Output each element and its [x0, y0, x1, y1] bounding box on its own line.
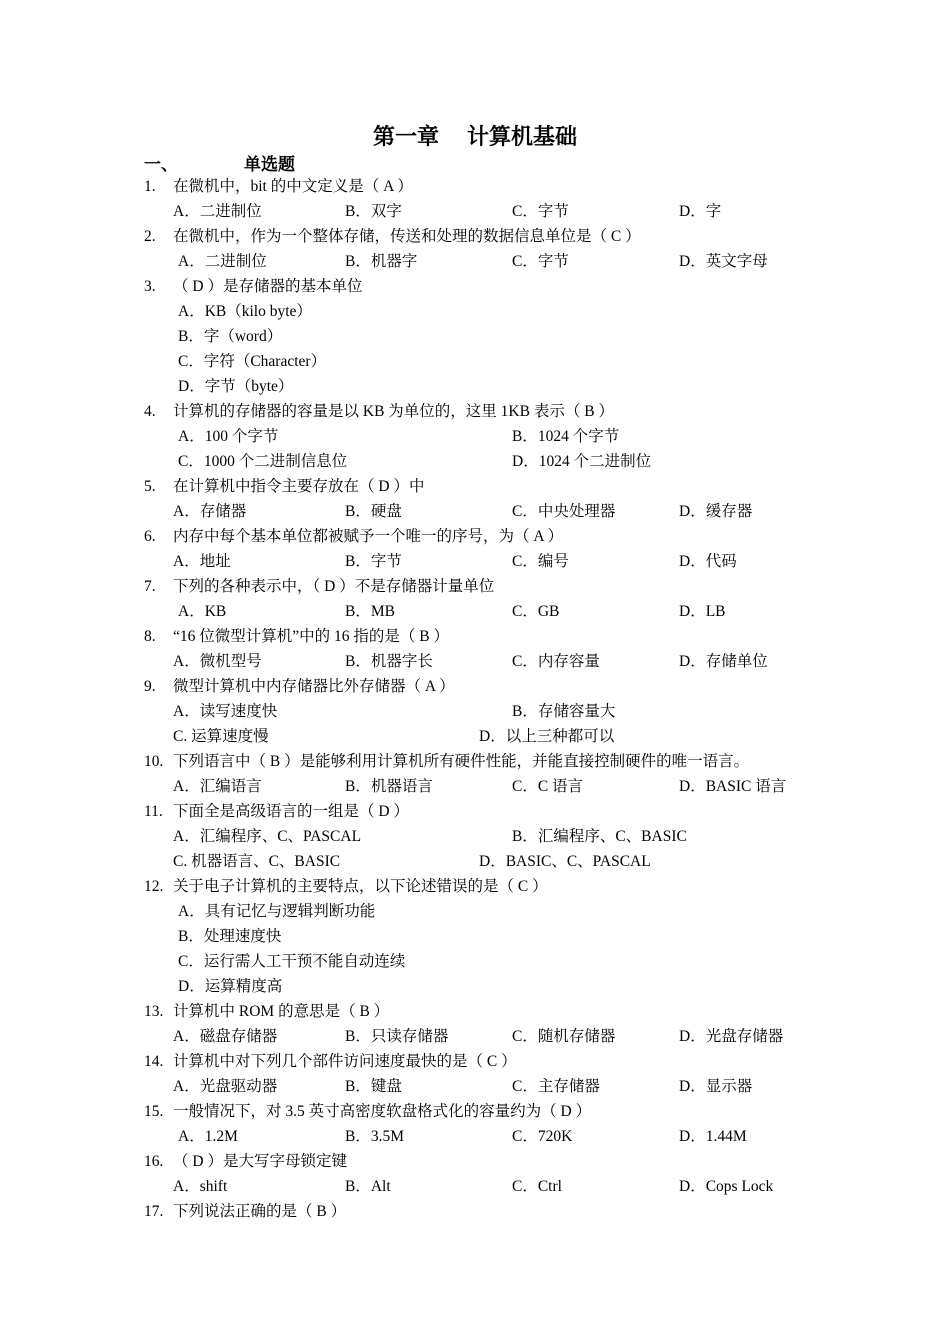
option-row: [144, 724, 844, 749]
option-row: [144, 824, 844, 849]
section-label: 单选题: [244, 155, 295, 174]
question: [144, 1099, 844, 1124]
question: [144, 749, 844, 774]
option: A．shift: [173, 1178, 228, 1195]
question-text: （ D ）是存储器的基本单位: [173, 278, 363, 295]
question: [144, 1049, 844, 1074]
option: A．100 个字节: [178, 428, 279, 445]
option: D．存储单位: [679, 653, 768, 670]
option: C．内存容量: [512, 653, 600, 670]
option: C．运行需人工干预不能自动连续: [178, 953, 406, 970]
option: D．代码: [679, 553, 737, 570]
option: C．C 语言: [512, 778, 584, 795]
option-row: [144, 349, 844, 374]
page-title: [0, 120, 950, 151]
option: A．KB（kilo byte）: [178, 303, 312, 320]
option: B．字节: [345, 553, 402, 570]
option-row: [144, 324, 844, 349]
question-number: 4.: [144, 403, 156, 420]
question-text: 在微机中，bit 的中文定义是（ A ）: [173, 178, 413, 195]
option: B．机器语言: [345, 778, 433, 795]
option: C．720K: [512, 1128, 573, 1145]
option: A．光盘驱动器: [173, 1078, 278, 1095]
option: B．键盘: [345, 1078, 402, 1095]
option: D．LB: [679, 603, 726, 620]
question-number: 9.: [144, 678, 156, 695]
question-text: 微型计算机中内存储器比外存储器（ A ）: [173, 678, 455, 695]
option-row: [144, 649, 844, 674]
question: [144, 1149, 844, 1174]
question-text: 计算机中 ROM 的意思是（ B ）: [173, 1003, 390, 1020]
option: A．存储器: [173, 503, 247, 520]
option: D．英文字母: [679, 253, 768, 270]
option: C．Ctrl: [512, 1178, 562, 1195]
section-number: 一、: [144, 155, 178, 174]
question-text: “16 位微型计算机”中的 16 指的是（ B ）: [173, 628, 449, 645]
question-text: 一般情况下，对 3.5 英寸高密度软盘格式化的容量约为（ D ）: [173, 1103, 592, 1120]
question-number: 14.: [144, 1053, 164, 1070]
question: [144, 574, 844, 599]
option: B．汇编程序、C、BASIC: [512, 828, 687, 845]
question: [144, 1199, 844, 1224]
option-row: [144, 199, 844, 224]
option: B．字（word）: [178, 328, 283, 345]
option-row: [144, 424, 844, 449]
option: C. 运算速度慢: [173, 728, 269, 745]
option: A．读写速度快: [173, 703, 278, 720]
option-row: [144, 899, 844, 924]
option: A．微机型号: [173, 653, 262, 670]
section-heading: [144, 150, 295, 175]
option-row: [144, 299, 844, 324]
option-row: [144, 1074, 844, 1099]
question: [144, 674, 844, 699]
option: A．KB: [178, 603, 227, 620]
question-list: [144, 174, 844, 1224]
question-number: 6.: [144, 528, 156, 545]
option: C. 机器语言、C、BASIC: [173, 853, 341, 870]
option-row: [144, 449, 844, 474]
option-row: [144, 1174, 844, 1199]
question-number: 8.: [144, 628, 156, 645]
question: [144, 399, 844, 424]
option-row: [144, 774, 844, 799]
option-row: [144, 249, 844, 274]
question-text: 计算机的存储器的容量是以 KB 为单位的，这里 1KB 表示（ B ）: [173, 403, 614, 420]
question: [144, 224, 844, 249]
question-text: 下列说法正确的是（ B ）: [173, 1203, 347, 1220]
question: [144, 874, 844, 899]
option: B．机器字: [345, 253, 418, 270]
option: A．1.2M: [178, 1128, 238, 1145]
option-row: [144, 974, 844, 999]
question: [144, 174, 844, 199]
option: B．双字: [345, 203, 402, 220]
question: [144, 999, 844, 1024]
option: B．机器字长: [345, 653, 433, 670]
question-number: 5.: [144, 478, 156, 495]
option: C．GB: [512, 603, 560, 620]
chapter-number: 第一章: [372, 124, 439, 149]
question-number: 13.: [144, 1003, 164, 1020]
option: C．字符（Character）: [178, 353, 327, 370]
option-row: [144, 1124, 844, 1149]
question-number: 11.: [144, 803, 163, 820]
option: D．以上三种都可以: [479, 728, 615, 745]
option: B．存储容量大: [512, 703, 616, 720]
question-number: 10.: [144, 753, 164, 770]
question: [144, 799, 844, 824]
question-text: 下列语言中（ B ）是能够利用计算机所有硬件性能，并能直接控制硬件的唯一语言。: [173, 753, 750, 770]
option: D．Cops Lock: [679, 1178, 774, 1195]
question-number: 15.: [144, 1103, 164, 1120]
question-number: 12.: [144, 878, 164, 895]
question-number: 7.: [144, 578, 156, 595]
question: [144, 274, 844, 299]
option: C．主存储器: [512, 1078, 600, 1095]
question-number: 16.: [144, 1153, 164, 1170]
option: A．汇编语言: [173, 778, 262, 795]
option: B．1024 个字节: [512, 428, 620, 445]
question-text: 下列的各种表示中，（ D ）不是存储器计量单位: [173, 578, 495, 595]
question-number: 3.: [144, 278, 156, 295]
chapter-title: 计算机基础: [467, 124, 578, 149]
option-row: [144, 849, 844, 874]
option: D．字节（byte）: [178, 378, 294, 395]
question: [144, 524, 844, 549]
option-row: [144, 599, 844, 624]
option: C．字节: [512, 203, 569, 220]
question-text: 内存中每个基本单位都被赋予一个唯一的序号，为（ A ）: [173, 528, 564, 545]
option: B．硬盘: [345, 503, 402, 520]
option: B．只读存储器: [345, 1028, 449, 1045]
option: D．BASIC、C、PASCAL: [479, 853, 651, 870]
option: D．字: [679, 203, 722, 220]
question-text: 计算机中对下列几个部件访问速度最快的是（ C ）: [173, 1053, 517, 1070]
option: D．BASIC 语言: [679, 778, 787, 795]
option-row: [144, 924, 844, 949]
option-row: [144, 374, 844, 399]
option: A．二进制位: [178, 253, 267, 270]
question-text: 下面全是高级语言的一组是（ D ）: [173, 803, 409, 820]
option: B．MB: [345, 603, 395, 620]
question-text: 关于电子计算机的主要特点，以下论述错误的是（ C ）: [173, 878, 548, 895]
option: C．中央处理器: [512, 503, 616, 520]
question-text: （ D ）是大写字母锁定键: [173, 1153, 347, 1170]
option: D．光盘存储器: [679, 1028, 784, 1045]
option: D．1.44M: [679, 1128, 747, 1145]
option: A．地址: [173, 553, 231, 570]
question: [144, 474, 844, 499]
question-number: 1.: [144, 178, 156, 195]
option: C．字节: [512, 253, 569, 270]
question-text: 在微机中，作为一个整体存储，传送和处理的数据信息单位是（ C ）: [173, 228, 641, 245]
option: C．1000 个二进制信息位: [178, 453, 348, 470]
question-text: 在计算机中指令主要存放在（ D ）中: [173, 478, 425, 495]
option-row: [144, 1024, 844, 1049]
option: B．Alt: [345, 1178, 391, 1195]
option: C．编号: [512, 553, 569, 570]
option: A．具有记忆与逻辑判断功能: [178, 903, 376, 920]
option-row: [144, 549, 844, 574]
option: D．缓存器: [679, 503, 753, 520]
option: B．3.5M: [345, 1128, 404, 1145]
option-row: [144, 699, 844, 724]
option: A．汇编程序、C、PASCAL: [173, 828, 362, 845]
option-row: [144, 949, 844, 974]
option: D．1024 个二进制位: [512, 453, 652, 470]
option: A．磁盘存储器: [173, 1028, 278, 1045]
question-number: 2.: [144, 228, 156, 245]
question: [144, 624, 844, 649]
option: B．处理速度快: [178, 928, 282, 945]
option-row: [144, 499, 844, 524]
option: D．运算精度高: [178, 978, 283, 995]
option: D．显示器: [679, 1078, 753, 1095]
option: A．二进制位: [173, 203, 262, 220]
question-number: 17.: [144, 1203, 164, 1220]
option: C．随机存储器: [512, 1028, 616, 1045]
